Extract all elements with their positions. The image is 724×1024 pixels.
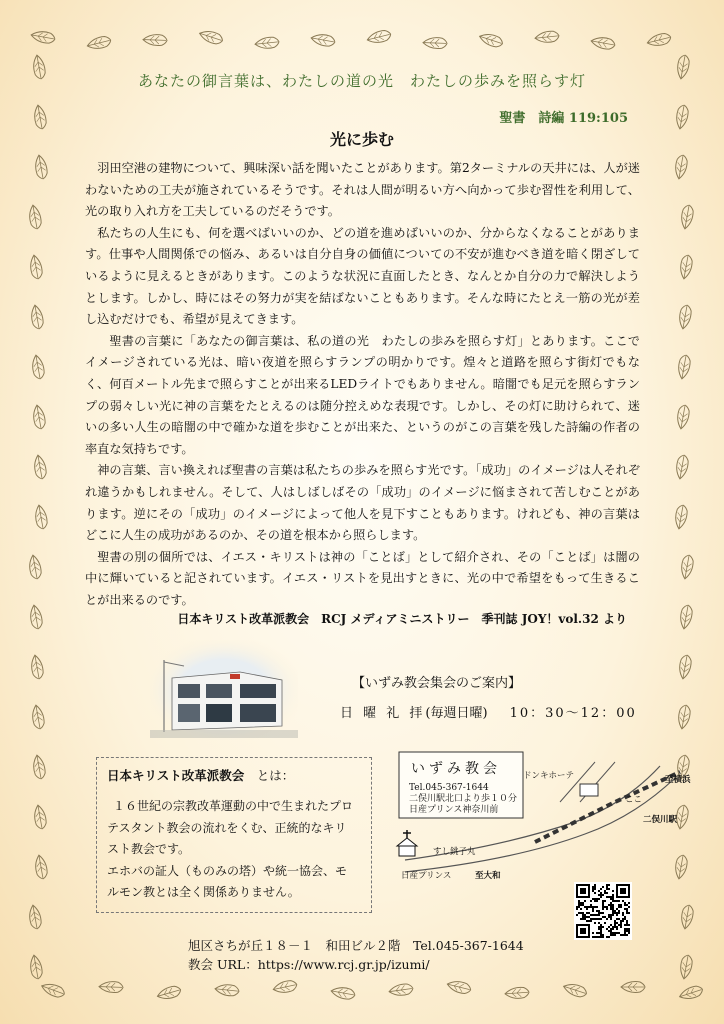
leaf-icon xyxy=(560,979,589,1000)
leaf-icon xyxy=(533,29,560,46)
article-title: 光に歩む xyxy=(329,130,394,149)
scripture-verse: あなたの御言葉は、わたしの道の光 わたしの歩みを照らす灯 xyxy=(137,72,586,90)
leaf-icon xyxy=(678,903,696,931)
meeting-heading: 【いずみ教会集会のご案内】 xyxy=(352,676,522,691)
about-church-box xyxy=(96,757,372,913)
leaf-icon xyxy=(672,503,690,531)
leaf-icon xyxy=(213,982,240,999)
leaf-icon xyxy=(476,29,505,50)
about-towa: とは： xyxy=(256,768,295,783)
leaf-icon xyxy=(677,953,695,981)
leaf-icon xyxy=(589,34,617,52)
service-frequency: (毎週日曜) xyxy=(425,706,488,721)
leaf-icon xyxy=(32,503,50,531)
leaf-icon xyxy=(29,703,47,731)
map-church-name: いずみ教会 xyxy=(411,761,501,777)
leaf-icon xyxy=(676,982,705,1003)
leaf-icon xyxy=(445,977,474,997)
meeting-schedule xyxy=(340,702,637,721)
leaf-icon xyxy=(620,980,646,994)
leaf-icon xyxy=(155,983,184,1004)
leaf-icon xyxy=(29,353,47,381)
paragraph: 私たちの人生にも、何を選べばいいのか、どの道を進めばいいのか、分からなくなることがあります。仕事や人間関係での悩み、あるいは自分自身の価値についての不安が進むべき道を暗く閉ざしているように見えるときがあります。このような状況に直面したとき、なんとか自分の力で解決しようとします。しかし、時にはその努力が実を結ばないこともあります。そんな時にたとえ一筋の光が差し込むだけでも、希望が見えてきます。 xyxy=(85,225,640,327)
map-landmark: 日産プリンス神奈川前 xyxy=(409,805,499,815)
leaf-icon xyxy=(85,33,114,53)
map-to-yokohama: 至横浜 xyxy=(665,775,691,785)
access-map xyxy=(385,742,703,892)
leaf-icon xyxy=(142,33,168,48)
leaf-icon xyxy=(677,603,695,631)
map-to-yamato: 至大和 xyxy=(475,871,501,881)
paragraph: 神の言葉、言い換えれば聖書の言葉は私たちの歩みを照らす光です。「成功」のイメージは人それぞれ違うかもしれません。そして、人はしばしばその「成功」のイメージに悩まされて苦しむことがあります。逆にその「成功」のイメージによって他人を見下すこともあります。けれども、神の言葉はどこに人生の成功があるのか、その道を根本から照らします。 xyxy=(85,463,640,543)
verse-reference: 聖書 詩編 119:105 xyxy=(499,111,628,126)
leaf-icon xyxy=(196,26,225,47)
about-line: ルモン教とは全く関係ありません。 xyxy=(107,885,300,899)
map-here: ここ xyxy=(625,795,643,805)
about-line: テスタント教会の流れをくむ、正統的なキリ xyxy=(107,820,347,835)
paragraph: 羽田空港の建物について、興味深い話を聞いたことがあります。第2ターミナルの天井には、人が迷わないための工夫が施されているそうです。それは人間が明るい方へ向かって歩む習性を利用して、光の取り入れ方を工夫しているのだそうです。 xyxy=(85,161,640,219)
leaf-icon xyxy=(98,980,124,995)
leaf-icon xyxy=(26,903,44,931)
church-address xyxy=(188,936,524,974)
leaf-icon xyxy=(32,153,50,181)
leaf-icon xyxy=(676,653,694,681)
map-tel: Tel.045-367-1644 xyxy=(409,783,489,793)
leaf-icon xyxy=(28,653,46,681)
map-directions: 二俣川駅北口より歩１０分 xyxy=(409,794,518,804)
service-time: 10：30～12：00 xyxy=(509,706,637,721)
leaf-icon xyxy=(329,984,357,1002)
leaf-icon xyxy=(422,36,448,51)
map-futamatagawa-station: 二俣川駅 xyxy=(643,815,678,825)
leaf-icon xyxy=(27,953,45,981)
leaf-icon xyxy=(365,27,394,47)
service-name: 日 曜 礼 拝 xyxy=(340,706,426,721)
leaf-icon xyxy=(504,985,531,1001)
address-line: 旭区さちが丘１８－１ 和田ビル２階 Tel.045-367-1644 xyxy=(188,938,524,953)
leaf-icon xyxy=(31,803,49,831)
leaf-icon xyxy=(678,553,696,581)
leaf-icon xyxy=(309,31,337,49)
leaf-icon xyxy=(675,353,693,381)
about-line: １６世紀の宗教改革運動の中で生まれたプロ xyxy=(113,799,354,813)
leaf-icon xyxy=(271,977,299,996)
leaf-icon xyxy=(675,703,693,731)
church-marker-icon xyxy=(397,830,417,856)
leaf-icon xyxy=(677,253,695,281)
leaf-icon xyxy=(673,453,691,481)
article-source: 日本キリスト改革派教会 RCJ メディアミニストリー 季刊誌 JOY！vol.32 より xyxy=(177,612,627,626)
about-church-name: 日本キリスト改革派教会 xyxy=(107,768,245,783)
about-line: スト教会です。 xyxy=(107,842,191,856)
leaf-icon xyxy=(38,979,67,1001)
map-nissan: 日産プリンス xyxy=(401,871,452,881)
map-sushi: すし銚子丸 xyxy=(433,847,476,857)
leaf-icon xyxy=(29,28,57,46)
leaf-icon xyxy=(26,553,44,581)
leaf-icon xyxy=(32,853,50,881)
leaf-icon xyxy=(27,603,45,631)
church-url[interactable]: 教会 URL：https://www.rcj.gr.jp/izumi/ xyxy=(188,957,430,972)
qr-code[interactable] xyxy=(574,882,632,940)
church-building-photo xyxy=(150,640,298,740)
leaf-icon xyxy=(253,35,280,52)
map-donki: ドンキホーテ xyxy=(523,771,575,781)
about-line: エホバの証人（ものみの塔）や統一協会、モ xyxy=(107,863,348,878)
leaf-icon xyxy=(26,203,44,231)
leaf-icon xyxy=(31,453,49,481)
leaf-icon xyxy=(676,303,694,331)
leaf-icon xyxy=(28,303,46,331)
leaf-icon xyxy=(387,981,415,998)
leaf-icon xyxy=(645,30,674,50)
leaf-icon xyxy=(30,403,48,431)
leaf-icon xyxy=(672,153,690,181)
article-body xyxy=(85,158,640,611)
leaf-icon xyxy=(674,403,692,431)
leaf-icon xyxy=(30,753,48,781)
paragraph: 聖書の別の個所では、イエス・キリストは神の「ことば」として紹介され、その「ことば」は闇の中に輝いていると記されています。イエス・リストを見出すときに、光の中で希望をもって生きることが出来るのです。 xyxy=(85,549,640,607)
paragraph: 聖書の言葉に「あなたの御言葉は、私の道の光 わたしの歩みを照らす灯」とあります。ここでイメージされている光は、暗い夜道を照らすランプの明かりです。煌々と道路を照らす街灯でもなく、何百メートル先まで照らすことが出来るLEDライトでもありません。暗闇でも足元を照らすランプの弱々しい光に神の言葉をたとえるのは随分控えめな表現です。しかし、その灯に助けられて、迷いの多い人生の暗闇の中で確かな道を歩むことが出来た、というのがこの言葉を残した詩編の作者の率直な気持ちです。 xyxy=(85,333,640,456)
leaf-icon xyxy=(27,253,45,281)
leaf-icon xyxy=(678,203,696,231)
